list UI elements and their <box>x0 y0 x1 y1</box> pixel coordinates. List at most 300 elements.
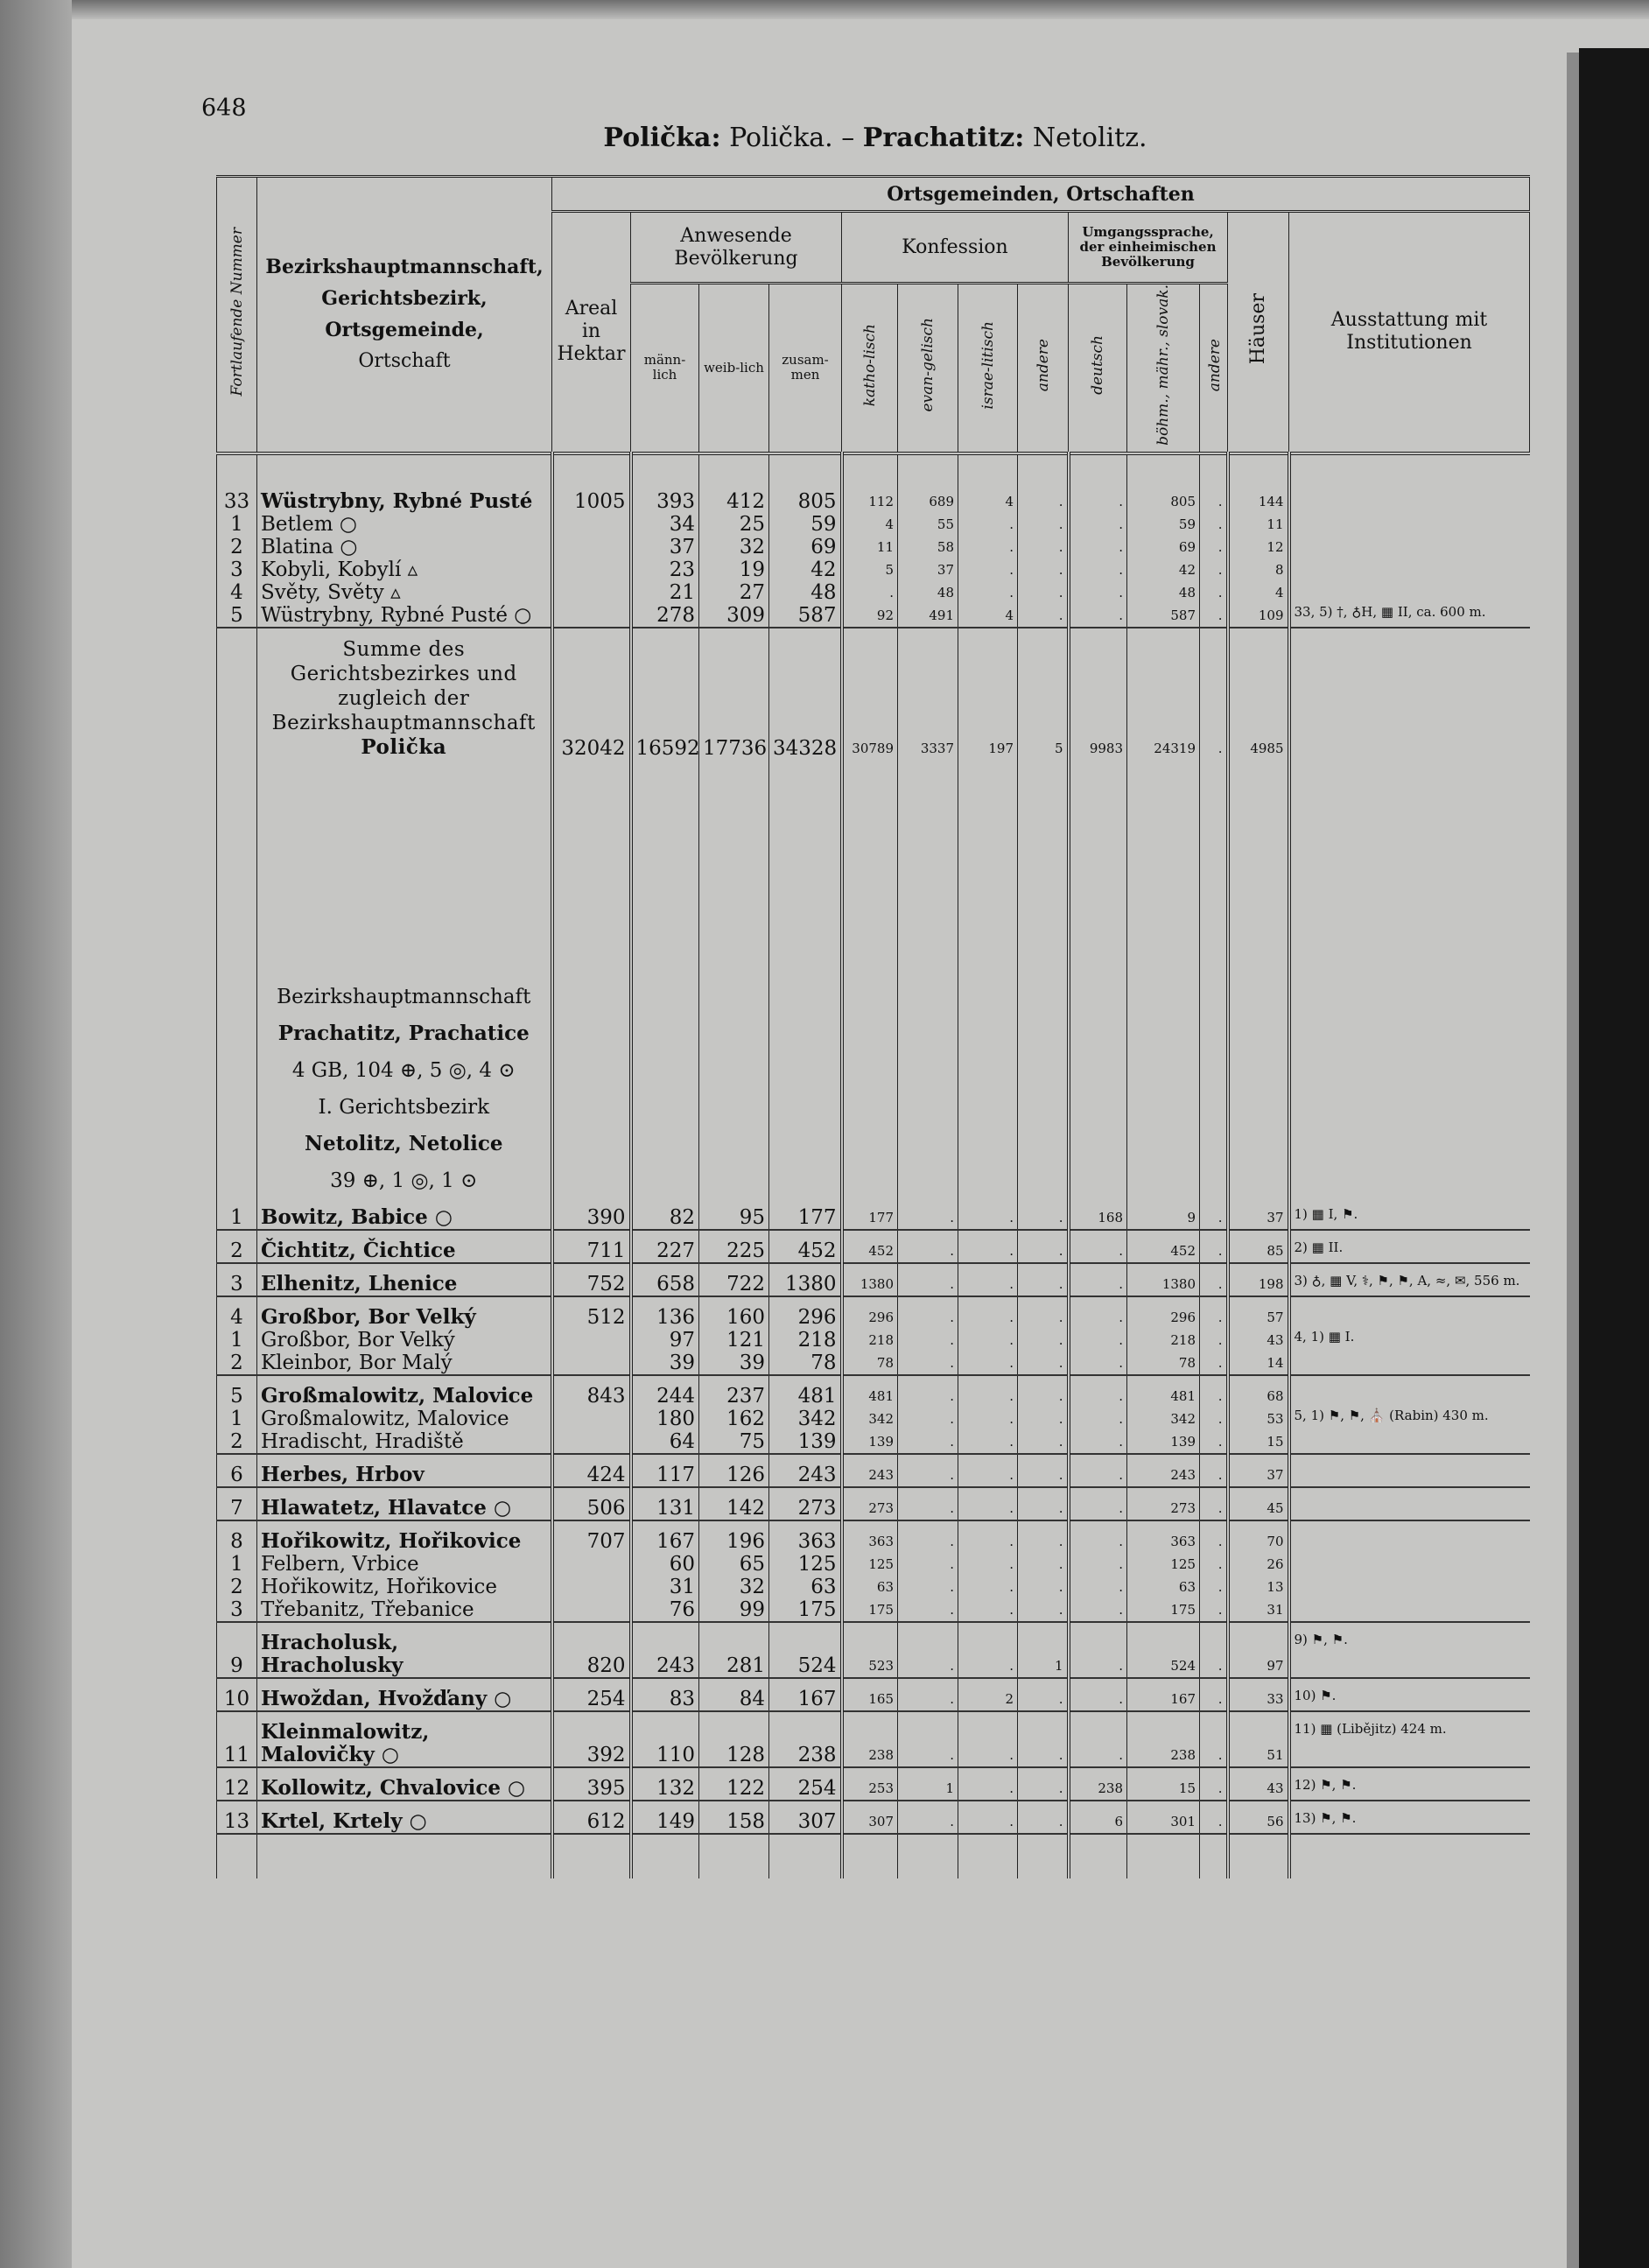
spacer-cell <box>631 1678 699 1688</box>
cell-male: 97 <box>631 1329 699 1352</box>
spacer-cell <box>1200 1801 1228 1810</box>
spacer-cell <box>898 1230 958 1239</box>
cell-amenities <box>1289 513 1530 536</box>
cell-israelite: . <box>958 1273 1018 1296</box>
spacer-cell <box>842 1834 898 1878</box>
spacer-cell <box>552 1801 631 1810</box>
cell-catholic: 125 <box>842 1553 898 1576</box>
spacer-cell <box>552 1487 631 1497</box>
empty-cell <box>699 979 769 1199</box>
spacer-cell <box>217 1711 257 1721</box>
place-name: Krtel, Krtely ○ <box>257 1810 552 1834</box>
cell-czech: 218 <box>1127 1329 1200 1352</box>
empty-cell <box>1127 979 1200 1199</box>
summary-label <box>257 637 552 760</box>
cell-total: 125 <box>769 1553 842 1576</box>
cell-catholic: 11 <box>842 536 898 558</box>
cell-female: 126 <box>699 1464 769 1487</box>
spacer-cell <box>1200 1834 1228 1878</box>
spacer-cell <box>1228 1622 1289 1632</box>
spacer-cell <box>898 1487 958 1497</box>
cell-male: 393 <box>631 490 699 513</box>
cell-total: 805 <box>769 490 842 513</box>
cell-evangelical: . <box>898 1206 958 1230</box>
cell-other-confession: . <box>1018 1408 1069 1430</box>
spacer-cell <box>1069 453 1127 490</box>
cell-other-confession: . <box>1018 536 1069 558</box>
header-confession: Konfession <box>842 212 1069 284</box>
spacer-cell <box>1127 1454 1200 1464</box>
cell-total: 524 <box>769 1632 842 1678</box>
spacer-cell <box>699 1454 769 1464</box>
header-male: männ-lich <box>631 284 699 453</box>
spacer-cell <box>631 1520 699 1530</box>
spacer-cell <box>1228 1199 1289 1206</box>
spacer-cell <box>842 1263 898 1273</box>
spacer-cell <box>1289 1199 1530 1206</box>
cell-total: 218 <box>769 1329 842 1352</box>
spacer-cell <box>1127 1767 1200 1777</box>
cell-czech: 125 <box>1127 1553 1200 1576</box>
cell-female: 128 <box>699 1721 769 1767</box>
cell-czech: 139 <box>1127 1430 1200 1454</box>
cell-evangelical: 491 <box>898 604 958 628</box>
cell-male: 278 <box>631 604 699 628</box>
place-name: Hořikowitz, Hořikovice <box>257 1576 552 1598</box>
spacer-cell <box>1228 1375 1289 1385</box>
cell-czech: 481 <box>1127 1385 1200 1408</box>
table-row <box>217 1497 1530 1520</box>
spacer-cell <box>699 1487 769 1497</box>
cell-german: . <box>1069 581 1127 604</box>
statistics-table <box>216 175 1530 1878</box>
table-header <box>217 177 1530 453</box>
spacer-cell <box>257 760 552 979</box>
page-title <box>438 123 1313 153</box>
spacer-cell <box>699 1263 769 1273</box>
spacer-cell <box>1127 453 1200 490</box>
cell-amenities <box>1289 1385 1530 1408</box>
spacer-cell <box>699 1678 769 1688</box>
spacer-cell <box>842 1711 898 1721</box>
spacer-cell <box>769 628 842 637</box>
scan-edge-right <box>1579 48 1649 2268</box>
spacer-cell <box>1018 1263 1069 1273</box>
cell-areal <box>552 1430 631 1454</box>
spacer-cell <box>1018 1199 1069 1206</box>
spacer-cell <box>1069 1678 1127 1688</box>
spacer-cell <box>842 1801 898 1810</box>
spacer-cell <box>217 1487 257 1497</box>
spacer-cell <box>552 1767 631 1777</box>
summary-total: 34328 <box>769 637 842 760</box>
cell-total: 175 <box>769 1598 842 1622</box>
cell-israelite: . <box>958 1777 1018 1801</box>
table-row <box>217 1306 1530 1329</box>
spacer-cell <box>1127 760 1200 979</box>
cell-total: 238 <box>769 1721 842 1767</box>
spacer-cell <box>1127 1520 1200 1530</box>
table-row <box>217 1352 1530 1375</box>
cell-amenities: 1) ▦ I, ⚑. <box>1289 1206 1530 1230</box>
cell-other-language: . <box>1200 1721 1228 1767</box>
cell-areal <box>552 1352 631 1375</box>
cell-other-language: . <box>1200 1688 1228 1711</box>
cell-female: 309 <box>699 604 769 628</box>
spacer-cell <box>769 1801 842 1810</box>
spacer-cell <box>1018 1230 1069 1239</box>
cell-czech: 296 <box>1127 1306 1200 1329</box>
spacer-cell <box>1289 1711 1530 1721</box>
spacer-cell <box>1127 1834 1200 1878</box>
cell-houses: 57 <box>1228 1306 1289 1329</box>
cell-amenities: 10) ⚑. <box>1289 1688 1530 1711</box>
cell-areal <box>552 513 631 536</box>
table-row <box>217 604 1530 628</box>
spacer-cell <box>769 1678 842 1688</box>
title-district-2: Prachatitz: <box>862 123 1025 153</box>
spacer-cell <box>898 1375 958 1385</box>
place-name: Kollowitz, Chvalovice ○ <box>257 1777 552 1801</box>
spacer-cell <box>842 1767 898 1777</box>
cell-evangelical: 58 <box>898 536 958 558</box>
cell-female: 142 <box>699 1497 769 1520</box>
cell-amenities <box>1289 1352 1530 1375</box>
cell-catholic: 5 <box>842 558 898 581</box>
spacer-cell <box>552 1520 631 1530</box>
spacer-cell <box>1069 1263 1127 1273</box>
cell-evangelical: . <box>898 1598 958 1622</box>
cell-evangelical: . <box>898 1553 958 1576</box>
cell-areal: 392 <box>552 1721 631 1767</box>
cell-other-language: . <box>1200 1306 1228 1329</box>
cell-amenities: 33, 5) †, ♁H, ▦ II, ca. 600 m. <box>1289 604 1530 628</box>
cell-catholic: 78 <box>842 1352 898 1375</box>
cell-israelite: . <box>958 1239 1018 1263</box>
cell-areal: 254 <box>552 1688 631 1711</box>
cell-areal: 711 <box>552 1239 631 1263</box>
cell-israelite: . <box>958 1553 1018 1576</box>
spacer-cell <box>842 1454 898 1464</box>
cell-amenities <box>1289 558 1530 581</box>
cell-evangelical: . <box>898 1632 958 1678</box>
cell-other-confession: . <box>1018 1239 1069 1263</box>
cell-evangelical: . <box>898 1464 958 1487</box>
cell-male: 117 <box>631 1464 699 1487</box>
spacer-cell <box>769 1487 842 1497</box>
row-number: 8 <box>217 1530 257 1553</box>
cell-areal: 512 <box>552 1306 631 1329</box>
district-line-l3: 4 GB, 104 ⊕, 5 ◎, 4 ⊙ <box>291 1058 516 1082</box>
table-row <box>217 490 1530 513</box>
spacer-cell <box>631 1801 699 1810</box>
row-number: 12 <box>217 1777 257 1801</box>
row-number: 4 <box>217 1306 257 1329</box>
cell-israelite: . <box>958 1206 1018 1230</box>
spacer-cell <box>958 1622 1018 1632</box>
cell-houses: 13 <box>1228 1576 1289 1598</box>
cell-areal: 707 <box>552 1530 631 1553</box>
spacer-cell <box>958 1767 1018 1777</box>
place-name: Hořikowitz, Hořikovice <box>257 1530 552 1553</box>
table-row <box>217 1329 1530 1352</box>
cell-male: 37 <box>631 536 699 558</box>
cell-czech: 48 <box>1127 581 1200 604</box>
header-name: Bezirkshauptmannschaft, Gerichtsbezirk, Ortsgemeinde, Ortschaft <box>257 177 552 453</box>
cell-catholic: 363 <box>842 1530 898 1553</box>
cell-catholic: 307 <box>842 1810 898 1834</box>
cell-total: 307 <box>769 1810 842 1834</box>
spacer-cell <box>699 1711 769 1721</box>
spacer-cell <box>898 1678 958 1688</box>
district-header <box>257 979 552 1199</box>
cell-amenities <box>1289 979 1530 1199</box>
cell-other-language: . <box>1200 1329 1228 1352</box>
spacer-cell <box>1228 1230 1289 1239</box>
cell-evangelical: . <box>898 1352 958 1375</box>
cell-catholic: 452 <box>842 1239 898 1263</box>
cell-total: 42 <box>769 558 842 581</box>
spacer-cell <box>631 760 699 979</box>
cell-catholic: . <box>842 581 898 604</box>
spacer-cell <box>217 1678 257 1688</box>
place-name: Hwoždan, Hvožďany ○ <box>257 1688 552 1711</box>
cell-other-language: . <box>1200 1385 1228 1408</box>
cell-israelite: . <box>958 1385 1018 1408</box>
spacer-cell <box>1018 1454 1069 1464</box>
cell-evangelical: . <box>898 1497 958 1520</box>
cell-israelite: . <box>958 513 1018 536</box>
spacer-cell <box>1200 1678 1228 1688</box>
spacer-cell <box>958 1296 1018 1306</box>
summary-district: Polička <box>361 734 447 759</box>
place-name: Großmalowitz, Malovice <box>257 1408 552 1430</box>
cell-other-confession: . <box>1018 1576 1069 1598</box>
summary-catholic: 30789 <box>842 637 898 760</box>
spacer-cell <box>1200 1622 1228 1632</box>
spacer-cell <box>699 1801 769 1810</box>
spacer-cell <box>842 628 898 637</box>
cell-czech: 15 <box>1127 1777 1200 1801</box>
cell-total: 481 <box>769 1385 842 1408</box>
cell-catholic: 481 <box>842 1385 898 1408</box>
table-row <box>217 1385 1530 1408</box>
cell-houses: 144 <box>1228 490 1289 513</box>
spacer-cell <box>1200 628 1228 637</box>
cell-amenities <box>1289 490 1530 513</box>
spacer-cell <box>842 1622 898 1632</box>
empty-cell <box>552 979 631 1199</box>
row-number: 2 <box>217 1239 257 1263</box>
row-number: 3 <box>217 558 257 581</box>
cell-catholic: 175 <box>842 1598 898 1622</box>
summary-german: 9983 <box>1069 637 1127 760</box>
spacer-cell <box>1289 1622 1530 1632</box>
cell-areal <box>552 1329 631 1352</box>
spacer-cell <box>898 1520 958 1530</box>
cell-evangelical: . <box>898 1530 958 1553</box>
summary-houses: 4985 <box>1228 637 1289 760</box>
place-name: Hradischt, Hradiště <box>257 1430 552 1454</box>
spacer-cell <box>1228 628 1289 637</box>
cell-other-confession: . <box>1018 1553 1069 1576</box>
cell-areal <box>552 536 631 558</box>
spacer-cell <box>1069 1520 1127 1530</box>
spacer-cell <box>769 1520 842 1530</box>
spacer-cell <box>1018 1375 1069 1385</box>
cell-female: 196 <box>699 1530 769 1553</box>
header-german: deutsch <box>1069 284 1127 453</box>
cell-czech: 78 <box>1127 1352 1200 1375</box>
spacer-cell <box>1289 760 1530 979</box>
header-houses: Häuser <box>1228 212 1289 453</box>
spacer-cell <box>217 1622 257 1632</box>
cell-other-confession: . <box>1018 1385 1069 1408</box>
empty-cell <box>631 979 699 1199</box>
cell-female: 75 <box>699 1430 769 1454</box>
row-number: 13 <box>217 1810 257 1834</box>
cell-other-language: . <box>1200 513 1228 536</box>
cell-german: . <box>1069 1385 1127 1408</box>
cell-catholic: 273 <box>842 1497 898 1520</box>
cell-houses: 14 <box>1228 1352 1289 1375</box>
header-total: zusam-men <box>769 284 842 453</box>
place-name: Herbes, Hrbov <box>257 1464 552 1487</box>
cell-total: 167 <box>769 1688 842 1711</box>
cell-other-language: . <box>1200 1464 1228 1487</box>
cell-other-language: . <box>1200 1206 1228 1230</box>
district-line-l4: I. Gerichtsbezirk <box>318 1095 490 1119</box>
spacer-cell <box>898 453 958 490</box>
cell-israelite: . <box>958 1576 1018 1598</box>
cell-houses: 45 <box>1228 1497 1289 1520</box>
spacer-cell <box>217 1199 257 1206</box>
cell-czech: 243 <box>1127 1464 1200 1487</box>
spacer-cell <box>842 1199 898 1206</box>
spacer-row <box>217 453 1530 490</box>
spacer-cell <box>1289 1230 1530 1239</box>
cell-amenities <box>1289 1464 1530 1487</box>
spacer-cell <box>769 1375 842 1385</box>
cell-other-confession: . <box>1018 513 1069 536</box>
place-name: Großbor, Bor Velký <box>257 1329 552 1352</box>
spacer-cell <box>769 1767 842 1777</box>
cell-evangelical: . <box>898 1239 958 1263</box>
spacer-cell <box>217 1454 257 1464</box>
cell-houses: 26 <box>1228 1553 1289 1576</box>
cell-other-confession: . <box>1018 1688 1069 1711</box>
cell-other-confession: . <box>1018 581 1069 604</box>
table-row <box>217 558 1530 581</box>
spacer-cell <box>552 453 631 490</box>
cell-female: 65 <box>699 1553 769 1576</box>
spacer-cell <box>552 1834 631 1878</box>
table-row <box>217 581 1530 604</box>
cell-total: 69 <box>769 536 842 558</box>
cell-israelite: 2 <box>958 1688 1018 1711</box>
spacer-cell <box>1069 1199 1127 1206</box>
cell-male: 23 <box>631 558 699 581</box>
spacer-cell <box>898 1711 958 1721</box>
row-number: 2 <box>217 1430 257 1454</box>
spacer-cell <box>842 1230 898 1239</box>
spacer-cell <box>552 1263 631 1273</box>
empty-cell <box>958 979 1018 1199</box>
table-row <box>217 513 1530 536</box>
cell-other-confession: . <box>1018 1306 1069 1329</box>
cell-female: 39 <box>699 1352 769 1375</box>
cell-czech: 9 <box>1127 1206 1200 1230</box>
spacer-cell <box>1228 1801 1289 1810</box>
cell-israelite: . <box>958 1530 1018 1553</box>
cell-total: 587 <box>769 604 842 628</box>
summary-text: Summe des Gerichtsbezirkes und zugleich der Bezirkshauptmannschaft <box>271 637 536 734</box>
spacer-cell <box>217 1767 257 1777</box>
row-number: 3 <box>217 1598 257 1622</box>
table-row <box>217 1273 1530 1296</box>
cell-other-confession: . <box>1018 1464 1069 1487</box>
cell-evangelical: 1 <box>898 1777 958 1801</box>
row-number: 1 <box>217 1329 257 1352</box>
table-row <box>217 1239 1530 1263</box>
spacer-cell <box>257 453 552 490</box>
scan-edge-left <box>0 0 72 2268</box>
spacer-cell <box>631 1296 699 1306</box>
cell-total: 139 <box>769 1430 842 1454</box>
table-row <box>217 1598 1530 1622</box>
cell-german: . <box>1069 1576 1127 1598</box>
title-court-2: Netolitz. <box>1024 123 1147 153</box>
cell-german: . <box>1069 1497 1127 1520</box>
spacer-cell <box>958 1834 1018 1878</box>
empty-cell <box>1018 979 1069 1199</box>
spacer-cell <box>257 628 552 637</box>
spacer-cell <box>699 453 769 490</box>
cell-israelite: . <box>958 581 1018 604</box>
spacer-cell <box>1200 1375 1228 1385</box>
cell-areal <box>552 604 631 628</box>
spacer-cell <box>1127 1230 1200 1239</box>
cell-catholic: 523 <box>842 1632 898 1678</box>
cell-other-language: . <box>1200 1430 1228 1454</box>
row-number: 11 <box>217 1721 257 1767</box>
cell-houses: 31 <box>1228 1598 1289 1622</box>
cell-other-confession: . <box>1018 1206 1069 1230</box>
cell-catholic: 4 <box>842 513 898 536</box>
cell-german: . <box>1069 513 1127 536</box>
spacer-cell <box>552 1622 631 1632</box>
spacer-cell <box>1200 760 1228 979</box>
cell-other-language: . <box>1200 1352 1228 1375</box>
cell-female: 412 <box>699 490 769 513</box>
header-evangelical: evan-gelisch <box>898 284 958 453</box>
spacer-cell <box>1069 1454 1127 1464</box>
place-name: Kleinmalowitz, Malovičky ○ <box>257 1721 552 1767</box>
spacer-cell <box>898 1296 958 1306</box>
spacer-cell <box>1289 453 1530 490</box>
spacer-cell <box>1018 1834 1069 1878</box>
cell-german: 6 <box>1069 1810 1127 1834</box>
cell-evangelical: 48 <box>898 581 958 604</box>
spacer-cell <box>217 1230 257 1239</box>
cell-catholic: 177 <box>842 1206 898 1230</box>
table-row <box>217 1206 1530 1230</box>
empty-cell <box>898 979 958 1199</box>
cell-other-confession: . <box>1018 1430 1069 1454</box>
spacer-cell <box>1228 1767 1289 1777</box>
cell-israelite: . <box>958 1632 1018 1678</box>
cell-german: . <box>1069 558 1127 581</box>
